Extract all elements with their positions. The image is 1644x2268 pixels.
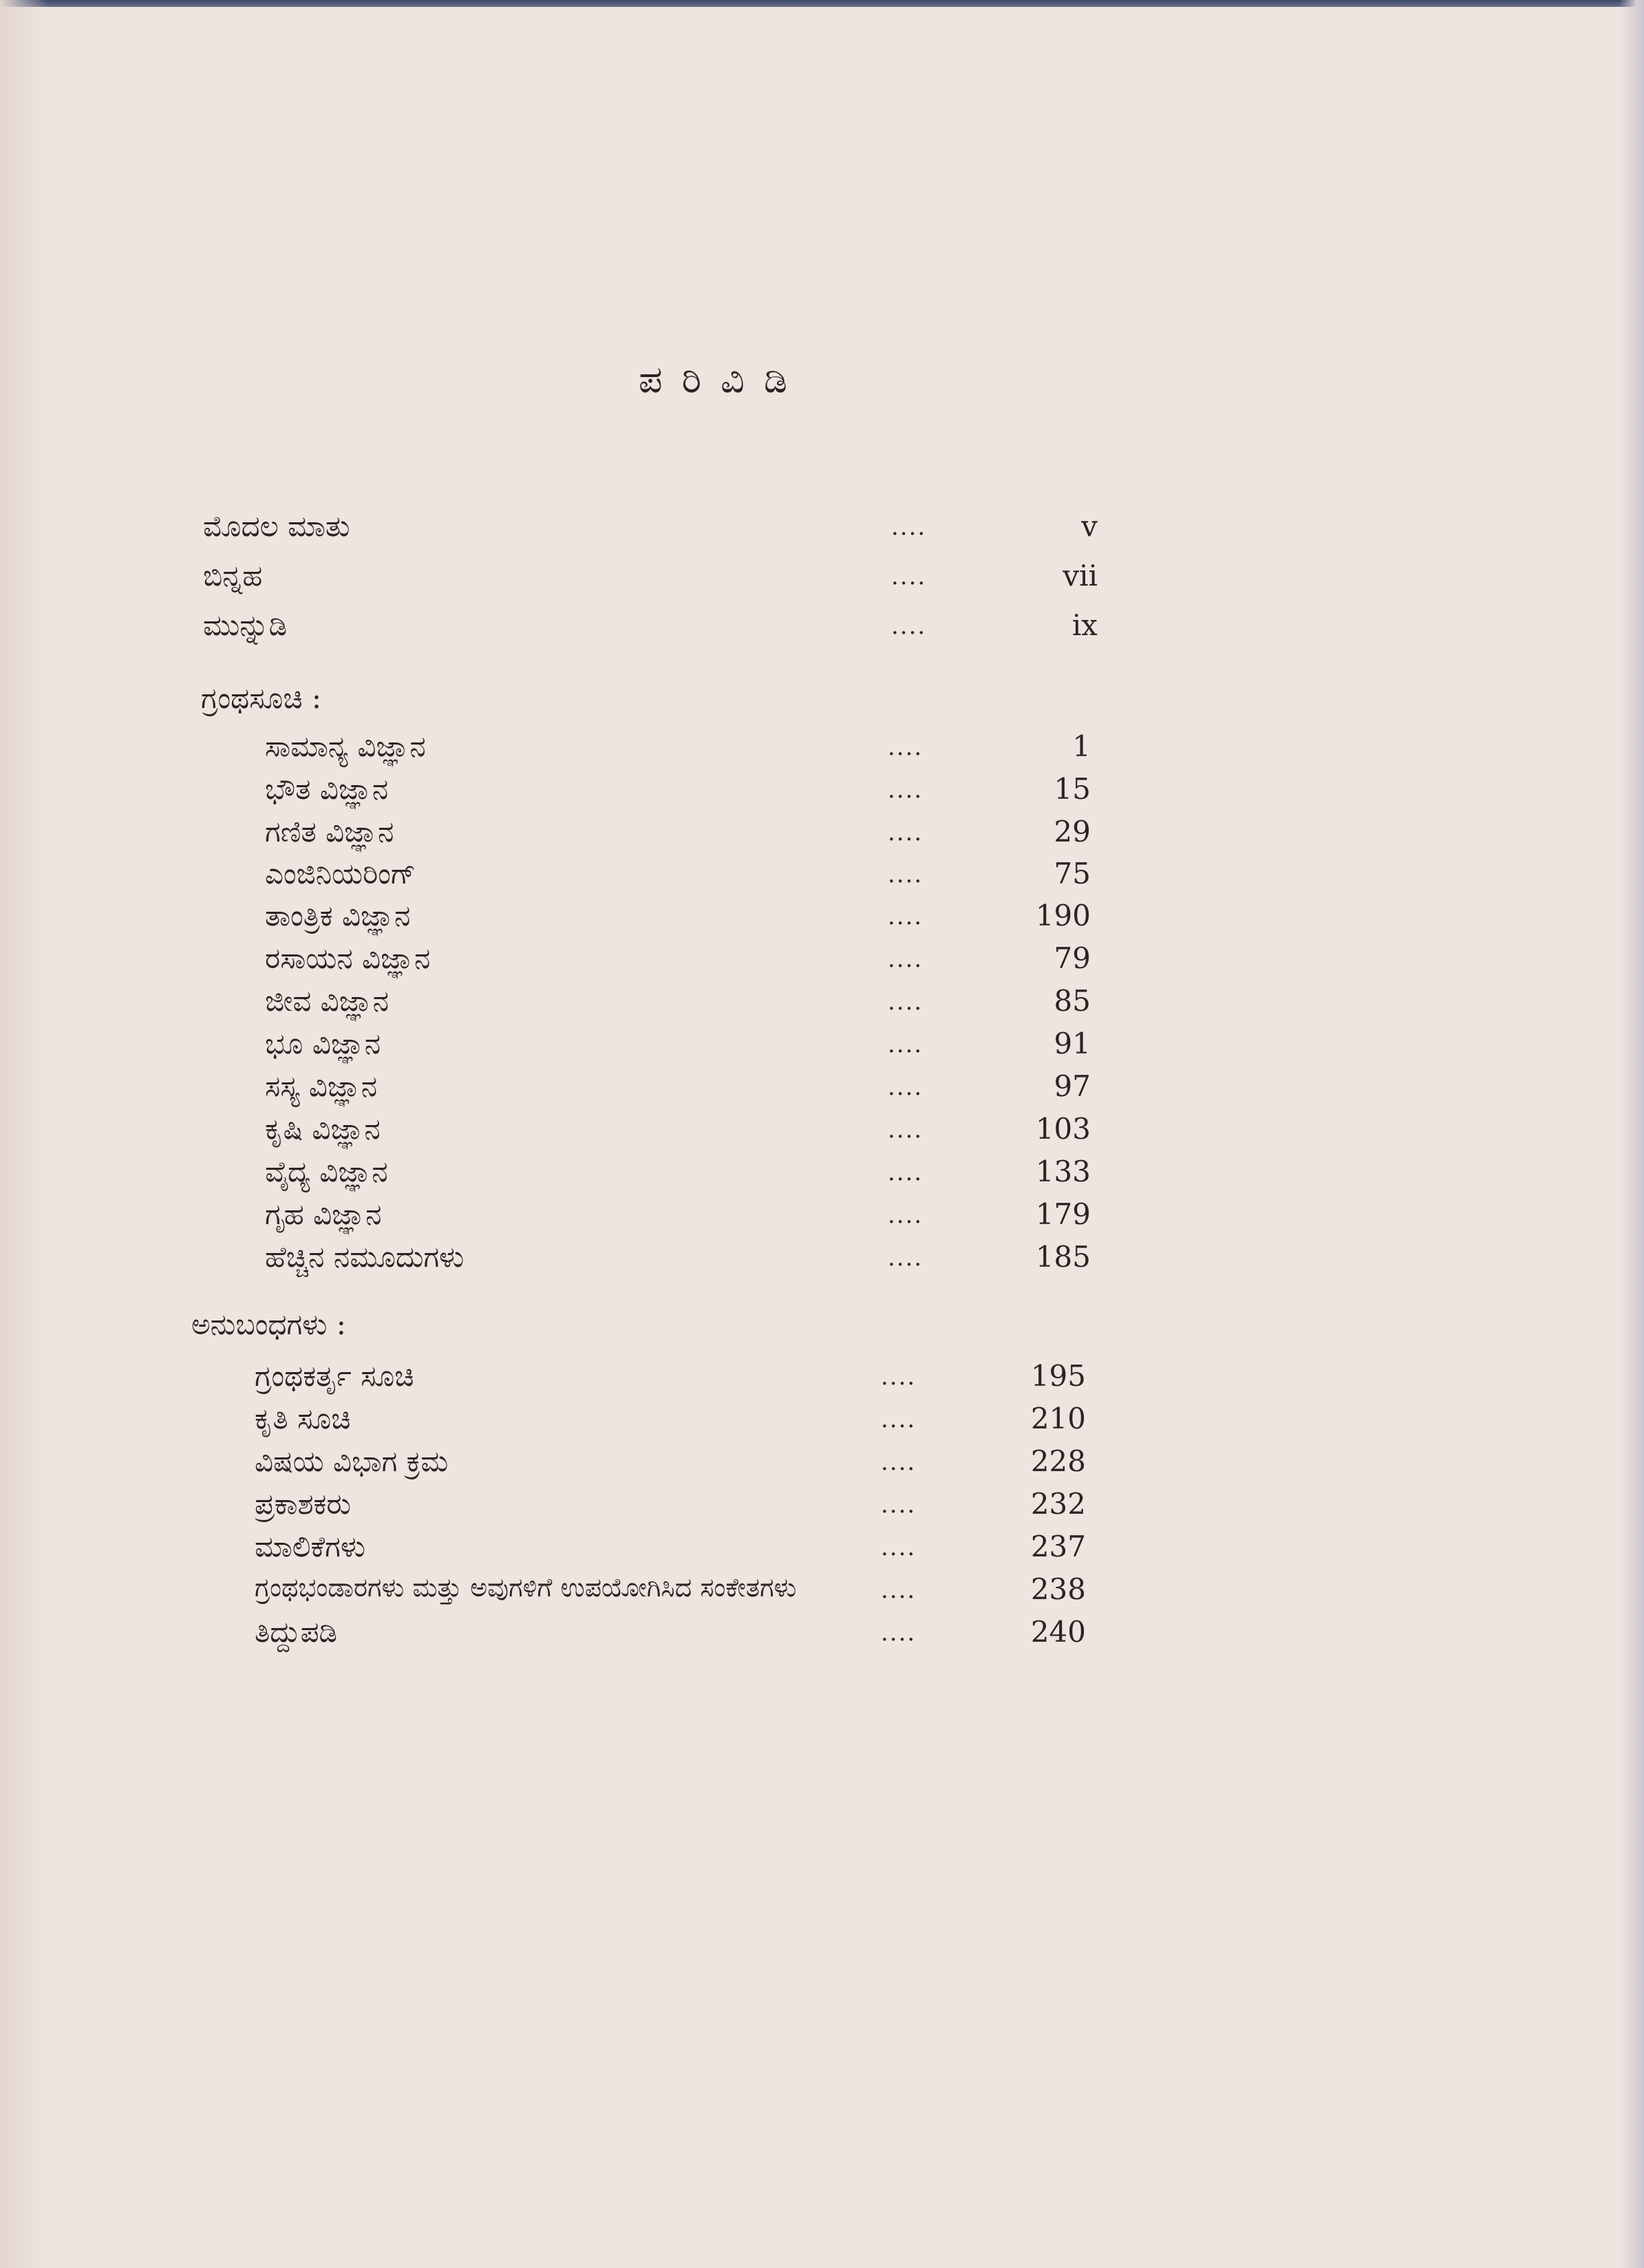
- toc-entry-leader: ....: [891, 612, 927, 640]
- toc-entry-bib-1: [265, 729, 1235, 771]
- toc-entry-page: 210: [1030, 1402, 1086, 1435]
- toc-entry-page: 228: [1030, 1444, 1086, 1478]
- toc-entry-app-1: [255, 1359, 1225, 1400]
- toc-entry-bib-4: [265, 857, 1235, 898]
- page-left-shade: [0, 0, 48, 2268]
- section-heading-appendices: ಅನುಬಂಧಗಳು :: [191, 1307, 346, 1341]
- toc-entry-leader: ....: [891, 563, 927, 590]
- toc-entry-label: ಮುನ್ನುಡಿ: [203, 608, 288, 642]
- page-right-edge: [1619, 0, 1644, 2268]
- toc-entry-label: ವೈದ್ಯ ವಿಜ್ಞಾನ: [265, 1155, 388, 1188]
- section-heading-bibliography: ಗ್ರಂಥಸೂಚಿ :: [201, 681, 322, 715]
- toc-entry-page: 238: [1030, 1572, 1086, 1606]
- toc-entry-page: 103: [1035, 1112, 1091, 1146]
- toc-entry-label: ಮಾಲಿಕೆಗಳು: [255, 1530, 365, 1563]
- toc-entry-label: ರಸಾಯನ ವಿಜ್ಞಾನ: [265, 941, 431, 975]
- toc-entry-label: ಗ್ರಂಥಭಂಡಾರಗಳು ಮತ್ತು ಅವುಗಳಿಗೆ ಉಪಯೋಗಿಸಿದ ಸಂಕೇತಗಳು: [255, 1572, 797, 1603]
- toc-entry-label: ತಾಂತ್ರಿಕ ವಿಜ್ಞಾನ: [265, 899, 411, 932]
- toc-entry-page: 232: [1030, 1487, 1086, 1521]
- toc-entry-bib-5: [265, 899, 1235, 940]
- toc-entry-label: ಎಂಜಿನಿಯರಿಂಗ್: [265, 857, 416, 890]
- toc-entry-page: 133: [1035, 1155, 1091, 1188]
- toc-entry-label: ಭೌತ ವಿಜ್ಞಾನ: [265, 772, 389, 806]
- toc-entry-page: ix: [1071, 608, 1098, 642]
- toc-entry-bib-9: [265, 1069, 1235, 1111]
- toc-entry-page: 91: [1054, 1027, 1091, 1060]
- toc-entry-label: ಗೃಹ ವಿಜ್ಞಾನ: [265, 1197, 382, 1231]
- toc-entry-leader: ....: [891, 513, 927, 541]
- toc-entry-bib-6: [265, 941, 1235, 983]
- toc-entry-page: 1: [1072, 729, 1091, 763]
- toc-entry-front-3: [203, 608, 1235, 650]
- toc-entry-label: ಹೆಚ್ಚಿನ ನಮೂದುಗಳು: [265, 1240, 465, 1274]
- toc-entry-leader: ....: [888, 988, 924, 1016]
- page-top-edge: [0, 0, 1644, 7]
- toc-entry-app-7: [255, 1615, 1225, 1656]
- toc-entry-label: ಬಿನ್ನಹ: [203, 559, 263, 592]
- toc-entry-page: v: [1081, 509, 1098, 543]
- page-title: ಪರಿವಿಡಿ: [639, 358, 807, 401]
- toc-entry-leader: ....: [888, 819, 924, 846]
- toc-entry-bib-11: [265, 1155, 1235, 1196]
- toc-entry-label: ಕೃಷಿ ವಿಜ್ಞಾನ: [265, 1112, 381, 1146]
- toc-entry-label: ವಿಷಯ ವಿಭಾಗ ಕ್ರಮ: [255, 1444, 449, 1478]
- toc-entry-leader: ....: [881, 1491, 917, 1519]
- toc-entry-leader: ....: [881, 1619, 917, 1647]
- toc-entry-leader: ....: [888, 903, 924, 930]
- toc-entry-page: 240: [1030, 1615, 1086, 1649]
- toc-entry-leader: ....: [888, 1159, 924, 1186]
- toc-entry-app-3: [255, 1444, 1225, 1486]
- toc-entry-leader: ....: [888, 1031, 924, 1058]
- toc-entry-app-4: [255, 1487, 1225, 1528]
- toc-entry-front-2: [203, 559, 1235, 600]
- toc-entry-label: ಜೀವ ವಿಜ್ಞಾನ: [265, 984, 389, 1018]
- toc-entry-bib-8: [265, 1027, 1235, 1068]
- toc-entry-label: ಗಣಿತ ವಿಜ್ಞಾನ: [265, 815, 394, 848]
- toc-entry-leader: ....: [888, 1201, 924, 1229]
- toc-entry-label: ಭೂ ವಿಜ್ಞಾನ: [265, 1027, 381, 1060]
- toc-entry-label: ಸಸ್ಯ ವಿಜ್ಞಾನ: [265, 1069, 378, 1103]
- toc-entry-page: 79: [1054, 941, 1091, 975]
- toc-entry-leader: ....: [888, 861, 924, 888]
- toc-entry-leader: ....: [888, 1244, 924, 1272]
- toc-entry-label: ಪ್ರಕಾಶಕರು: [255, 1487, 351, 1521]
- toc-entry-leader: ....: [888, 945, 924, 973]
- toc-entry-app-2: [255, 1402, 1225, 1443]
- toc-entry-bib-12: [265, 1197, 1235, 1239]
- toc-entry-label: ಸಾಮಾನ್ಯ ವಿಜ್ಞಾನ: [265, 729, 426, 763]
- toc-entry-bib-10: [265, 1112, 1235, 1153]
- toc-entry-leader: ....: [888, 1073, 924, 1101]
- toc-entry-label: ಕೃತಿ ಸೂಚಿ: [255, 1402, 351, 1435]
- toc-entry-page: vii: [1063, 559, 1098, 592]
- toc-entry-leader: ....: [881, 1363, 917, 1391]
- toc-entry-label: ತಿದ್ದುಪಡಿ: [255, 1615, 337, 1649]
- toc-entry-page: 97: [1054, 1069, 1091, 1103]
- toc-entry-leader: ....: [888, 776, 924, 804]
- toc-entry-page: 237: [1030, 1530, 1086, 1563]
- toc-entry-page: 29: [1054, 815, 1091, 848]
- toc-entry-page: 195: [1030, 1359, 1086, 1393]
- toc-entry-app-5: [255, 1530, 1225, 1571]
- toc-entry-bib-7: [265, 984, 1235, 1025]
- toc-entry-leader: ....: [881, 1448, 917, 1476]
- toc-entry-page: 185: [1035, 1240, 1091, 1274]
- toc-entry-app-6: [255, 1572, 1225, 1614]
- toc-entry-label: ಗ್ರಂಥಕರ್ತೃ ಸೂಚಿ: [255, 1359, 414, 1393]
- toc-entry-leader: ....: [888, 1116, 924, 1144]
- toc-entry-bib-13: [265, 1240, 1235, 1281]
- toc-entry-page: 75: [1054, 857, 1091, 890]
- toc-entry-page: 85: [1054, 984, 1091, 1018]
- toc-entry-leader: ....: [881, 1406, 917, 1433]
- toc-entry-page: 190: [1035, 899, 1091, 932]
- toc-entry-page: 15: [1054, 772, 1091, 806]
- toc-entry-bib-3: [265, 815, 1235, 856]
- toc-entry-page: 179: [1035, 1197, 1091, 1231]
- toc-entry-leader: ....: [881, 1576, 917, 1604]
- toc-entry-bib-2: [265, 772, 1235, 813]
- toc-entry-label: ಮೊದಲ ಮಾತು: [203, 509, 350, 543]
- toc-entry-leader: ....: [888, 734, 924, 761]
- toc-entry-leader: ....: [881, 1534, 917, 1561]
- toc-entry-front-1: [203, 509, 1235, 550]
